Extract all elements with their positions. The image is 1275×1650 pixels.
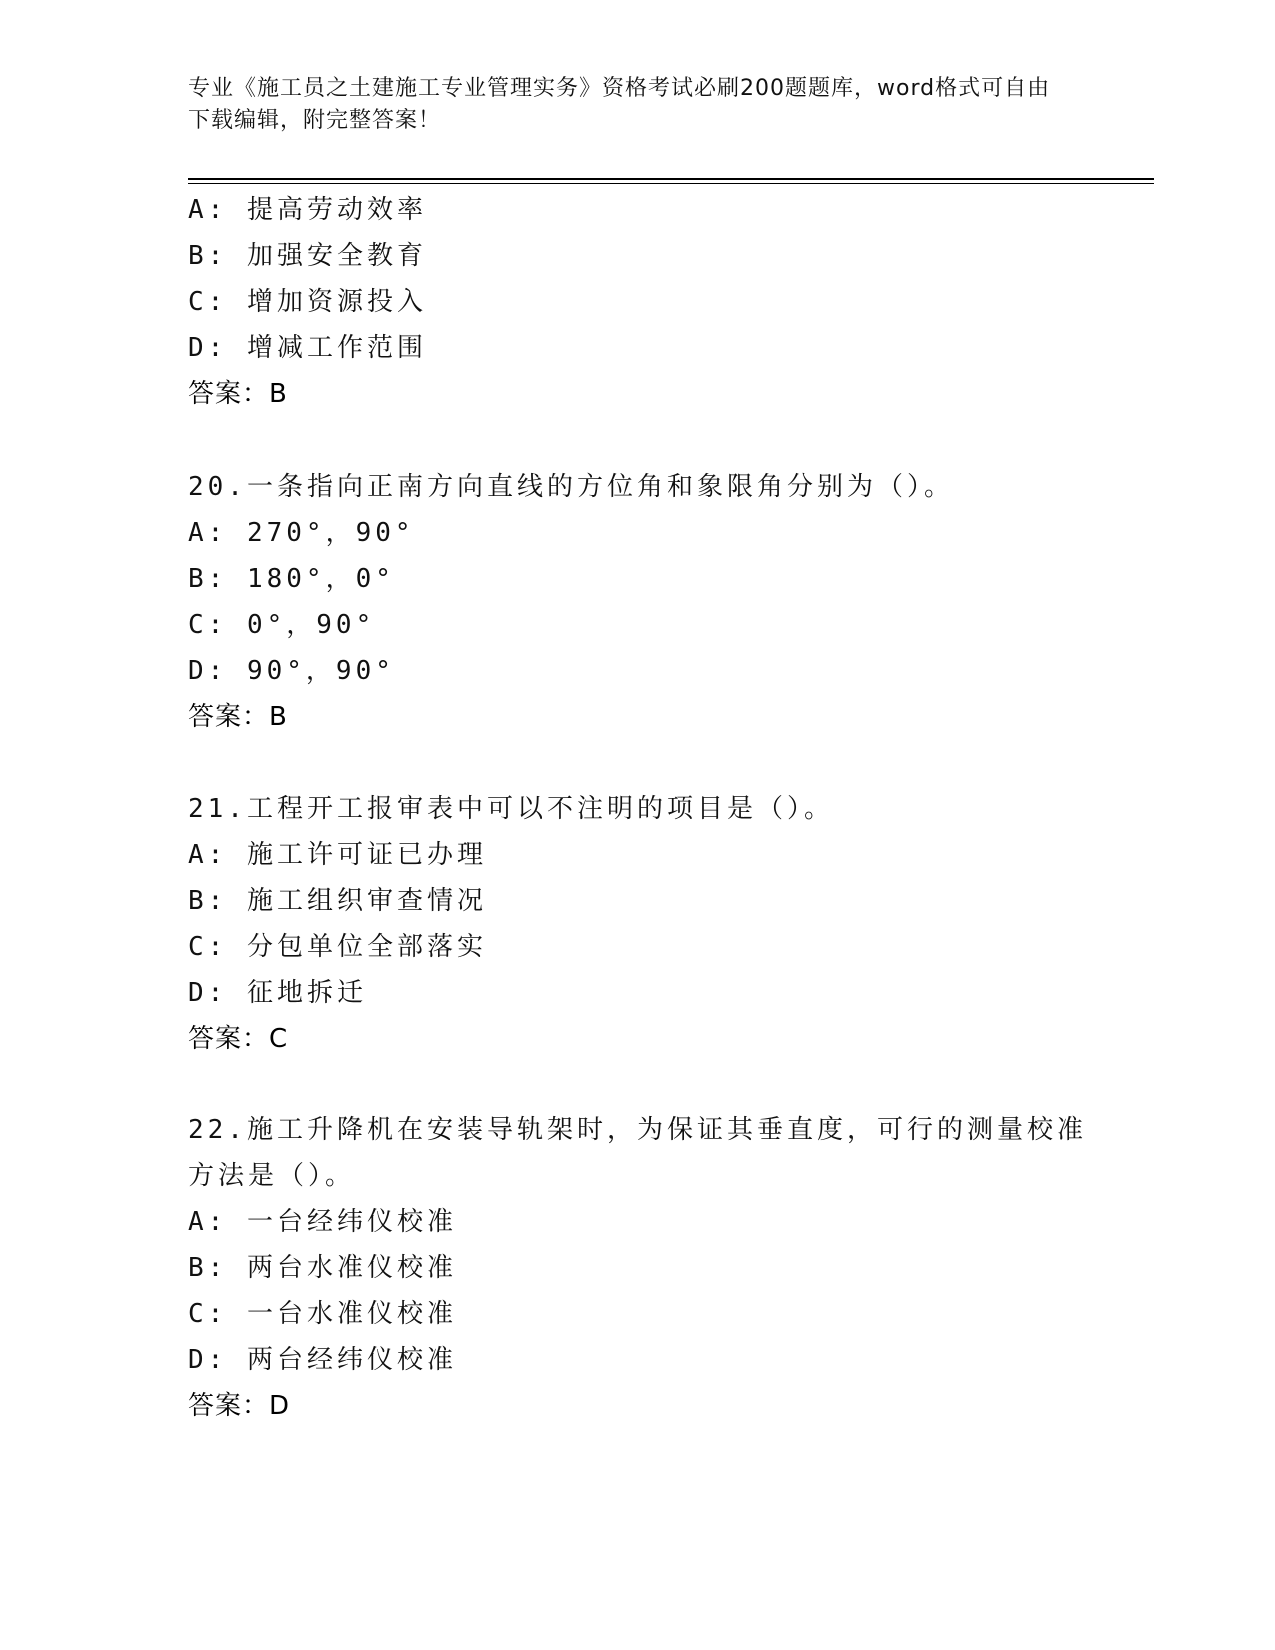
option-a: A: 一台经纬仪校准: [188, 1207, 457, 1237]
option-d: D: 90°，90°: [188, 656, 395, 686]
option-b: B: 两台水准仪校准: [188, 1253, 457, 1283]
option-c: C: 0°，90°: [188, 610, 376, 640]
question-21-block: [188, 786, 1088, 1062]
question-22-block: [188, 1107, 1088, 1429]
option-c: C: 一台水准仪校准: [188, 1299, 457, 1329]
option-d: D: 征地拆迁: [188, 978, 367, 1008]
option-b: B: 加强安全教育: [188, 241, 427, 271]
question-stem: 20.一条指向正南方向直线的方位角和象限角分别为（）。: [188, 472, 954, 502]
answer-line: 答案：D: [188, 1391, 291, 1421]
option-a: A: 施工许可证已办理: [188, 840, 487, 870]
option-b: B: 180°，0°: [188, 564, 395, 594]
header-divider-bottom: [188, 183, 1154, 184]
question-stem: 21.工程开工报审表中可以不注明的项目是（）。: [188, 794, 834, 824]
question-19-block: [188, 187, 1088, 417]
option-a: A: 270°，90°: [188, 518, 415, 548]
answer-line: 答案：B: [188, 379, 288, 409]
answer-line: 答案：C: [188, 1024, 289, 1054]
question-20-block: [188, 464, 1088, 740]
option-a: A: 提高劳动效率: [188, 195, 427, 225]
option-d: D: 增减工作范围: [188, 333, 427, 363]
answer-line: 答案：B: [188, 702, 288, 732]
header-divider-top: [188, 178, 1154, 180]
option-c: C: 增加资源投入: [188, 287, 427, 317]
option-b: B: 施工组织审查情况: [188, 886, 487, 916]
question-stem: 22.施工升降机在安装导轨架时，为保证其垂直度，可行的测量校准方法是（）。: [188, 1115, 1087, 1191]
option-d: D: 两台经纬仪校准: [188, 1345, 457, 1375]
document-header: 专业《施工员之土建施工专业管理实务》资格考试必刷200题题库，word格式可自由下载编辑，附完整答案！: [188, 76, 1051, 133]
option-c: C: 分包单位全部落实: [188, 932, 487, 962]
